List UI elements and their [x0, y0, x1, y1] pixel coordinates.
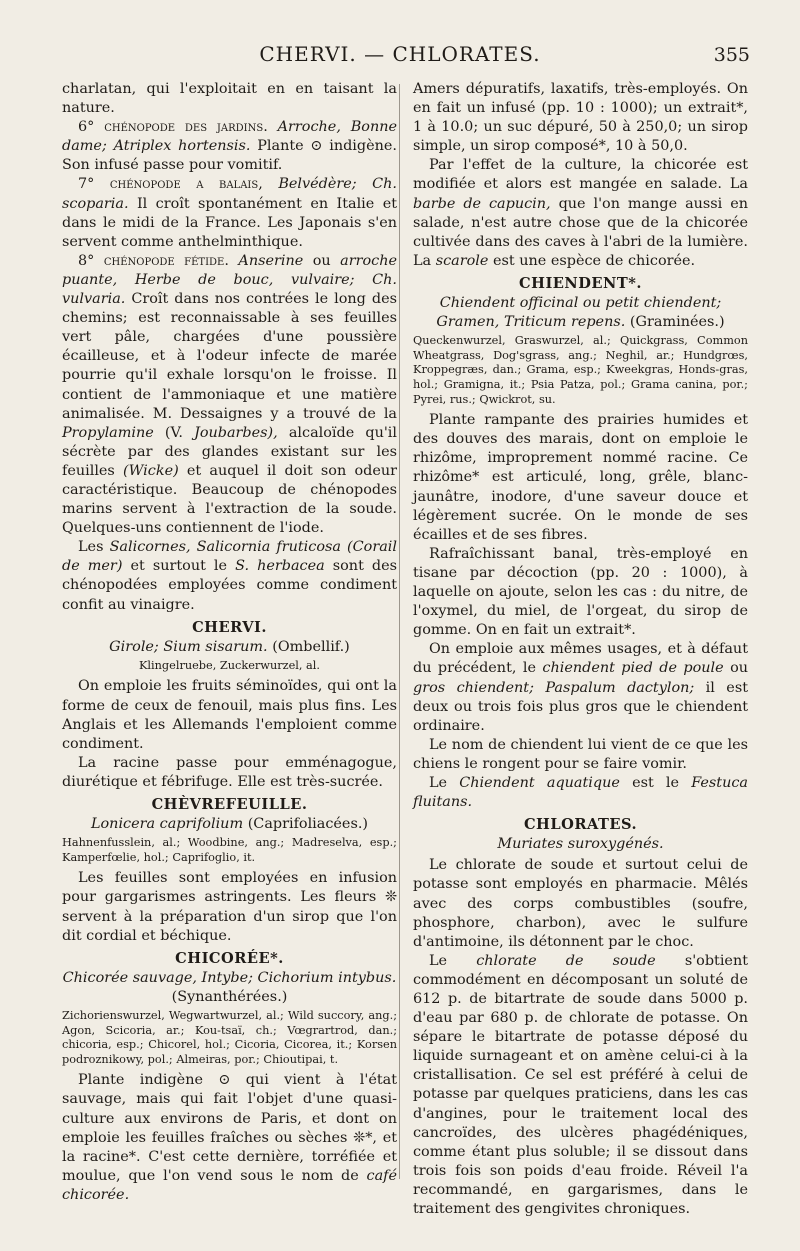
chervi-paragraph-2: La racine passe pour emménagogue, diurétique et fébrifuge. Elle est très-sucrée.: [62, 754, 397, 790]
column-divider: [399, 84, 400, 1179]
chervi-synonyms: Girole; Sium sisarum. (Ombellif.): [109, 638, 350, 655]
left-column: [62, 80, 397, 1205]
chevrefeuille-foreign-names: Hahnenfusslein, al.; Woodbine, ang.; Madreselva, esp.; Kamperfœlie, hol.; Caprifoglio, it.: [62, 836, 397, 864]
entry-chenopode-jardins: 6° chénopode des jardins. Arroche, Bonne dame; Atriplex hortensis. Plante ⊙ indigène. Son infusé passe pour vomitif.: [62, 119, 398, 174]
chiendent-paragraph-4: Le nom de chiendent lui vient de ce que les chiens le rongent pour se faire vomir.: [413, 736, 748, 772]
chicoree-culture-paragraph: Par l'effet de la culture, la chicorée est modifiée et alors est mangée en salade. La barbe de capucin, que l'on mange aussi en salade, n'est autre chose que de la chicorée cultivée dans des caves à l'abri de la lumière. La scarole est une espèce de chicorée.: [413, 157, 749, 269]
heading-chlorates: CHLORATES.: [523, 816, 638, 834]
chervi-foreign-names: Klingelruebe, Zuckerwurzel, al.: [138, 658, 321, 672]
chicoree-paragraph: Plante indigène ⊙ qui vient à l'état sauvage, mais qui fait l'objet d'une quasi-culture aux environs de Paris, et dont on emploie les feuilles fraîches ou sèches ❊*, et la racine*. C'est cette dernière, torréfiée et moulue, que l'on vend sous le nom de café chicorée.: [62, 1072, 397, 1203]
chiendent-synonyms: Chiendent officinal ou petit chiendent; Gramen, Triticum repens. (Graminées.): [436, 295, 725, 331]
chiendent-paragraph-5: Le Chiendent aquatique est le Festuca fluitans.: [413, 774, 748, 811]
chevrefeuille-synonyms: Lonicera caprifolium (Caprifoliacées.): [90, 816, 369, 833]
running-title: CHERVI. — CHLORATES.: [259, 42, 541, 66]
page-header: [0, 42, 800, 74]
heading-chevrefeuille: CHÈVREFEUILLE.: [151, 795, 308, 813]
entry-chenopode-fetide: 8° chénopode fétide. Anserine ou arroche puante, Herbe de bouc, vulvaire; Ch. vulvaria. Croît dans nos contrées le long des chemins; est reconnaissable à ses feuilles vert pâle, chargées d'une poussière écailleuse, et à l'odeur infecte de marée pourrie qu'il exhale lorsqu'on le froisse. Il contient de l'ammoniaque et une matière animalisée. M. Dessaignes y a trouvé de la Propylamine (V. Joubarbes), alcaloïde qu'il sécrète par des glandes existant sur les feuilles (Wicke) et auquel il doit son odeur caractéristique. Beaucoup de chénopodes marins servent à l'extraction de la soude. Quelques-uns contiennent de l'iode.: [62, 252, 398, 537]
page-number: 355: [713, 44, 750, 66]
chevrefeuille-paragraph: Les feuilles sont employées en infusion pour gargarismes astringents. Les fleurs ❊ servent à la préparation d'un sirop que l'on dit cordial et béchique.: [62, 870, 397, 944]
right-column: [413, 80, 748, 1219]
chlorates-synonyms: Muriates suroxygénés.: [497, 836, 664, 853]
heading-chicoree: CHICORÉE*.: [175, 949, 284, 967]
continued-paragraph: charlatan, qui l'exploitait en en taisant la nature.: [62, 81, 397, 117]
chiendent-foreign-names: Queckenwurzel, Graswurzel, al.; Quickgrass, Common Wheatgrass, Dog'sgrass, ang.; Neghil, ar.; Hundgrœs, Kroppegræs, dan.; Grama, esp.; Kweekgras, Honds-gras, hol.; Gramigna, it.; Psia Patza, pol.; Grama canina, por.; Pyrei, rus.; Qwickrot, su.: [413, 334, 748, 406]
heading-chervi: CHERVI.: [192, 618, 267, 636]
chlorates-paragraph-2: Le chlorate de soude s'obtient commodément en décomposant un soluté de 612 p. de bitartrate de soude dans 5000 p. d'eau par 680 p. de chlorate de potasse. On sépare le bitartrate de potasse déposé du liquide surnageant et on amène celui-ci à la cristallisation. Ce sel est préféré à celui de potasse par quelques praticiens, dans les cas d'angines, pour le traitement local des cancroïdes, des ulcères phagédéniques, comme étant plus soluble; il se dissout dans trois fois son poids d'eau froide. Réveil l'a recommandé, en gargarismes, dans le traitement des gengivites chroniques.: [413, 952, 748, 1218]
chlorates-paragraph-1: Le chlorate de soude et surtout celui de potasse sont employés en pharmacie. Mêlés avec des corps combustibles (soufre, phosphore, charbon), avec le sulfure d'antimoine, ils détonnent par le choc.: [413, 857, 748, 950]
heading-chiendent: CHIENDENT*.: [519, 274, 642, 292]
chiendent-paragraph-3: On emploie aux mêmes usages, et à défaut du précédent, le chiendent pied de poule ou gros chiendent; Paspalum dactylon; il est deux ou trois fois plus gros que le chiendent ordinaire.: [413, 641, 749, 734]
chicoree-uses-paragraph: Amers dépuratifs, laxatifs, très-employés. On en fait un infusé (pp. 10 : 1000); un extrait*, 1 à 10.0; un suc dépuré, 50 à 250,0; un sirop simple, un sirop composé*, 10 à 50,0.: [413, 81, 748, 155]
chervi-paragraph-1: On emploie les fruits séminoïdes, qui ont la forme de ceux de fenouil, mais plus fins. Les Anglais et les Allemands l'emploient comme condiment.: [62, 678, 397, 752]
chiendent-paragraph-2: Rafraîchissant banal, très-employé en tisane par décoction (pp. 20 : 1000), à laquelle on ajoute, selon les cas : du nitre, de l'oxymel, du miel, de l'orgeat, du sirop de gomme. On en fait un extrait*.: [413, 545, 748, 639]
chicoree-foreign-names: Zichorienswurzel, Wegwartwurzel, al.; Wild succory, ang.; Agon, Scicoria, ar.; Kou-tsaï, ch.; Vœgrartrod, dan.; chicoria, esp.; Chicorel, hol.; Cicoria, Cicorea, it.; Korsen podroznikowy, pol.; Almeiras, por.; Chioutipai, t.: [62, 1009, 397, 1066]
chicoree-synonyms: Chicorée sauvage, Intybe; Cichorium intybus. (Synanthérées.): [62, 969, 397, 1005]
chiendent-paragraph-1: Plante rampante des prairies humides et des douves des marais, dont on emploie le rhizôme, improprement nommé racine. Ce rhizôme* est articulé, long, grêle, blanc-jaunâtre, inodore, d'une saveur douce et légèrement sucrée. On le monde de ses écailles et de ses fibres.: [413, 412, 748, 543]
entry-chenopode-balais: 7° chénopode a balais, Belvédère; Ch. scoparia. Il croît spontanément en Italie et dans le midi de la France. Les Japonais s'en servent comme anthelminthique.: [62, 176, 397, 250]
salicornes-paragraph: Les Salicornes, Salicornia fruticosa (Corail de mer) et surtout le S. herbacea sont des chénopodées employées comme condiment confit au vinaigre.: [62, 539, 398, 613]
